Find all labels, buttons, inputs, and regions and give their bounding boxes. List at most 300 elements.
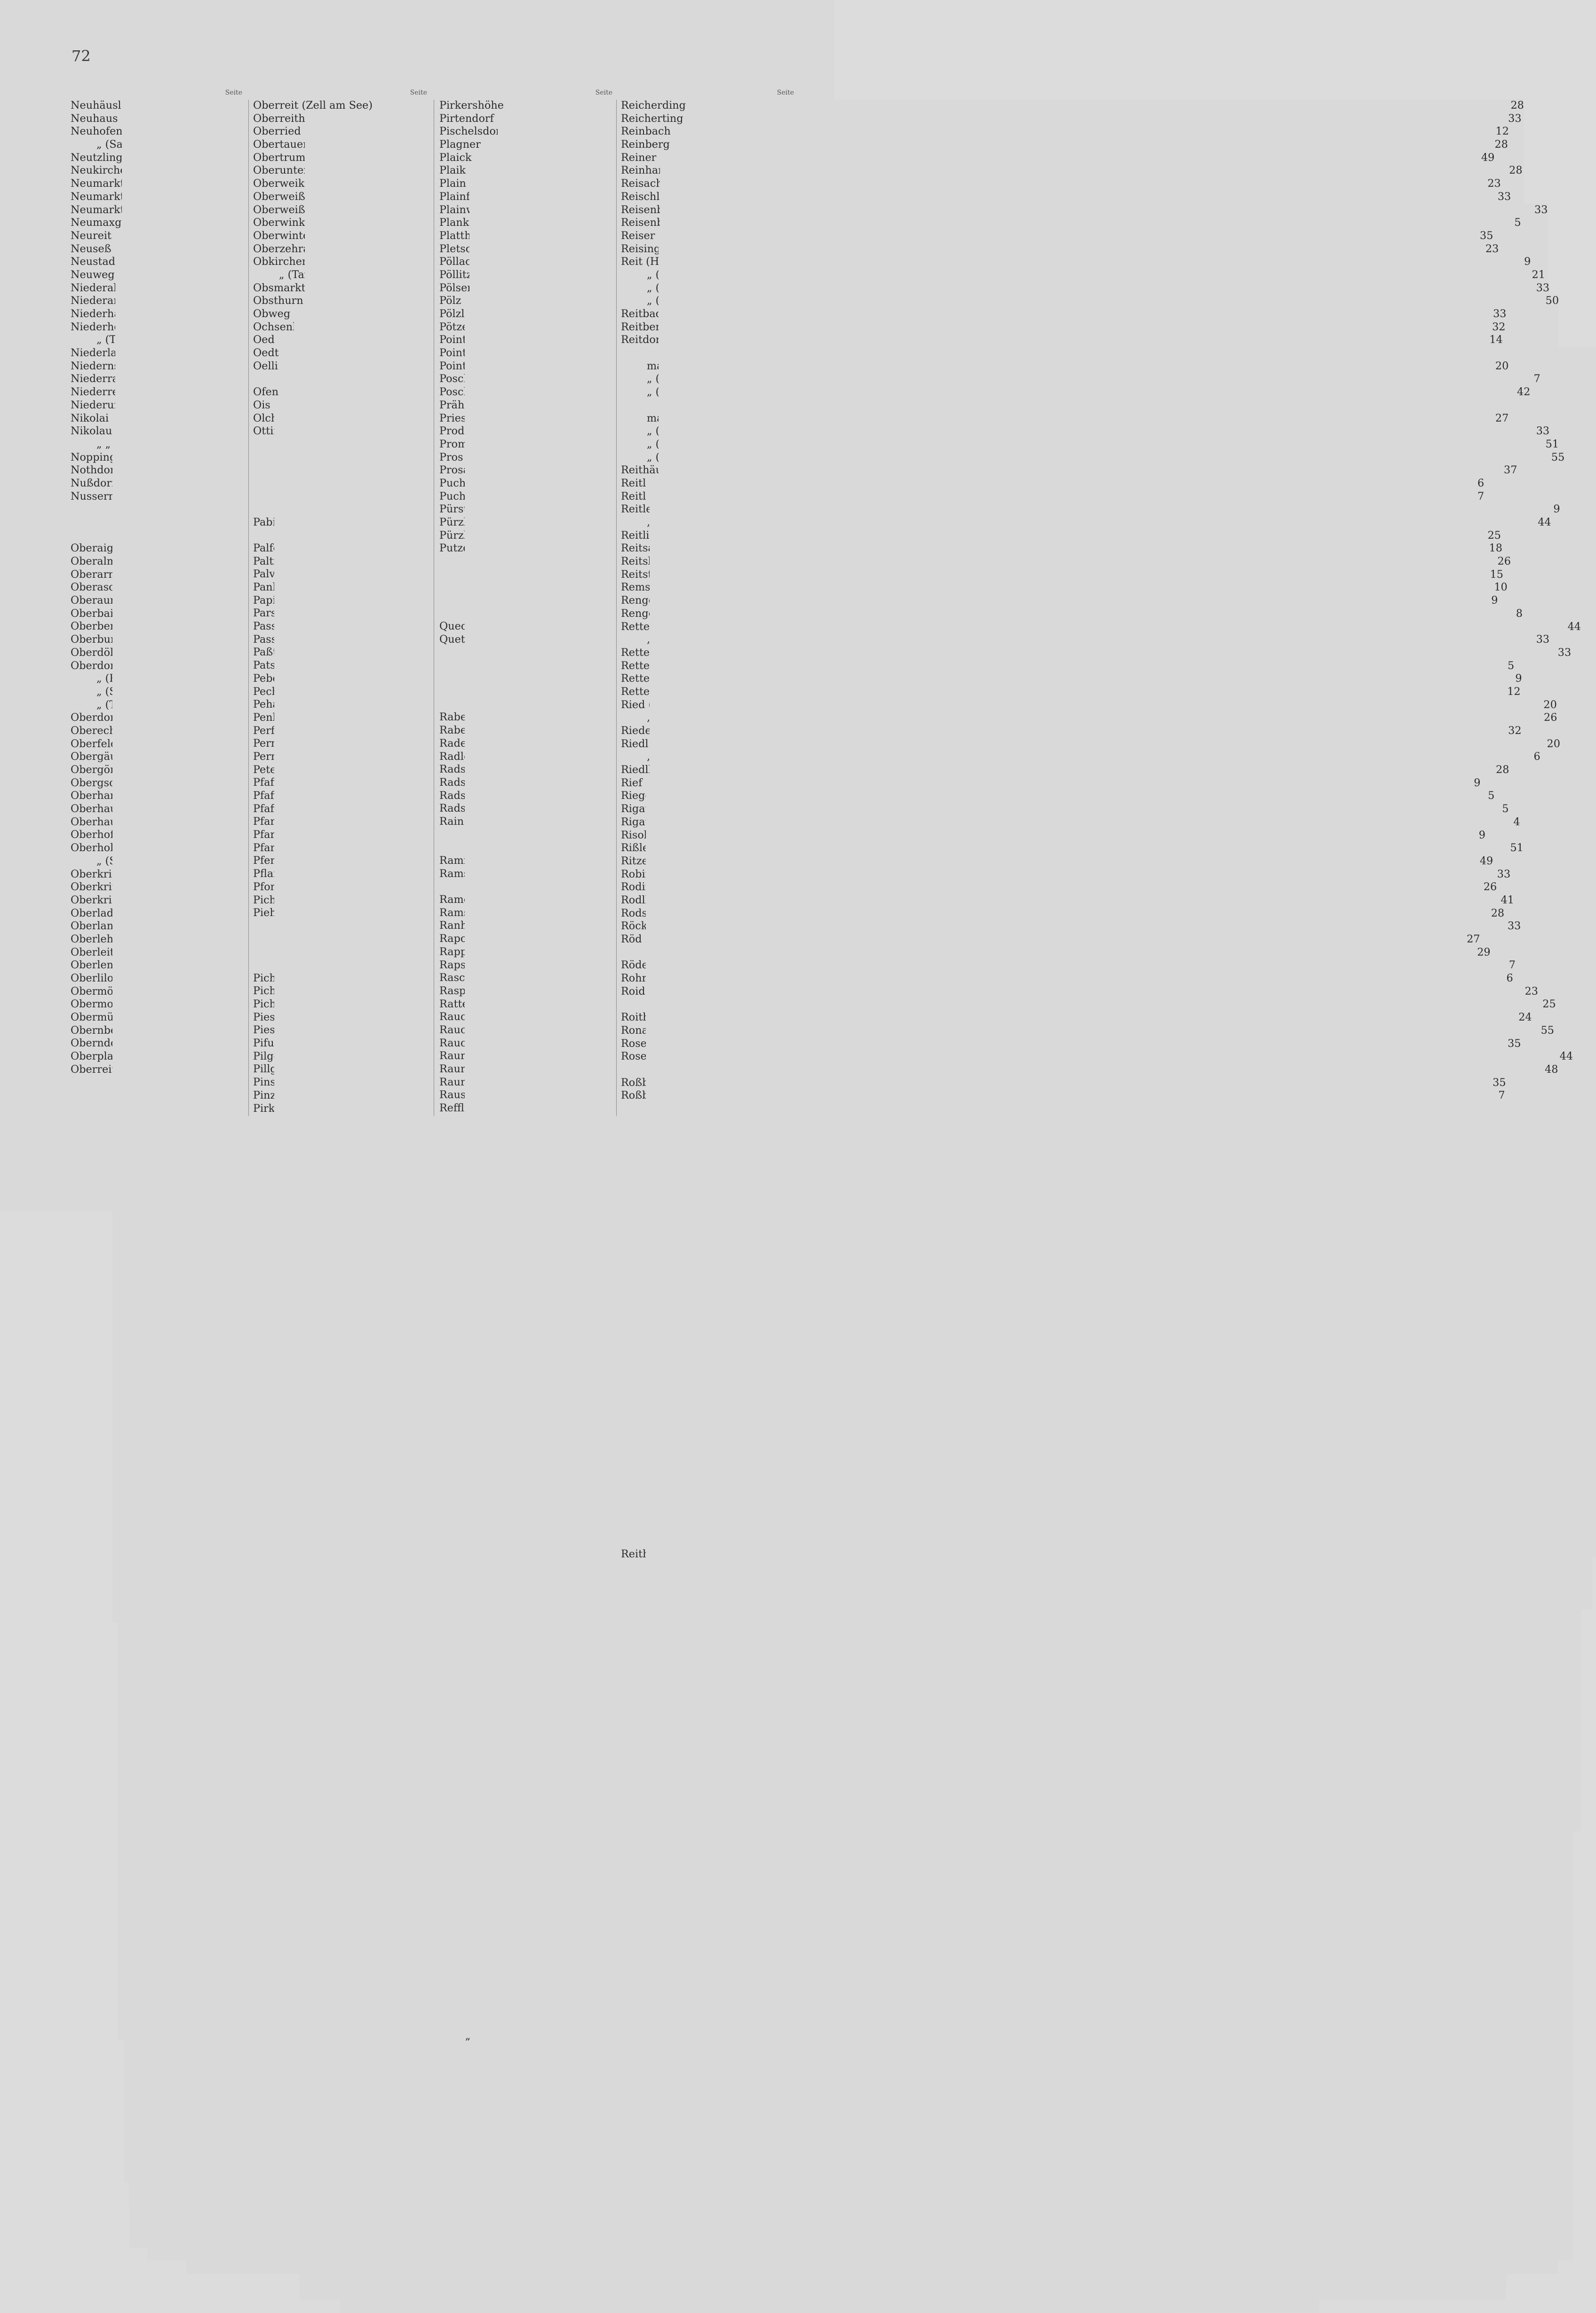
index-entry — [621, 477, 1485, 490]
index-entry — [253, 282, 427, 295]
place-name: Plainweg — [439, 203, 488, 216]
place-name: Neukirchen — [71, 164, 133, 177]
place-name: Roid — [621, 985, 645, 997]
place-name: Plain — [439, 177, 466, 190]
page-ref: 23 — [704, 985, 1538, 2196]
place-name: Otting — [253, 425, 287, 438]
place-name: Oberwinkl — [253, 216, 309, 229]
place-name: Oberhof — [71, 829, 114, 841]
index-entry — [71, 282, 242, 295]
page-ref: 33 — [715, 425, 1549, 1635]
page-ref: 7 — [706, 373, 1540, 1583]
place-name: Pölz — [439, 295, 461, 307]
page-ref: 28 — [690, 99, 1524, 1310]
index-entry — [621, 659, 1515, 673]
index-entry — [71, 738, 242, 751]
page-ref: 26 — [723, 711, 1557, 1922]
place-name: Reitsberg — [621, 555, 673, 568]
index-entry — [621, 933, 1480, 946]
place-name: Obertauern — [253, 138, 315, 151]
index-entry — [71, 998, 242, 1011]
place-name: Oberkrimml — [71, 881, 135, 893]
page-ref: 51 — [689, 842, 1524, 2052]
index-entry — [71, 607, 242, 621]
place-name: Raschl — [439, 972, 476, 984]
index-entry — [439, 152, 612, 165]
place-name: Reising — [621, 242, 661, 255]
page-ref: 55 — [720, 1024, 1554, 2235]
place-name: Oberkrispl — [71, 893, 127, 906]
place-name: Rauris — [439, 1050, 475, 1062]
page-ref: 10 — [673, 581, 1508, 1792]
place-name: Reith — [621, 1548, 650, 1561]
place-name: Pletschau — [439, 242, 492, 255]
index-entry — [253, 321, 427, 334]
place-name: Ramoos — [439, 893, 482, 906]
place-name: Reitsteg — [621, 568, 665, 581]
place-name: Radstadt — [439, 763, 487, 776]
place-name: Niederalm — [71, 281, 127, 294]
place-name: Oberharbach — [71, 790, 141, 802]
place-name: Reitlehen — [621, 503, 672, 516]
index-entry — [439, 125, 612, 138]
place-name: Oberlilon — [71, 972, 120, 984]
index-entry — [253, 216, 427, 230]
column-header: Seite — [777, 89, 794, 96]
place-name: Picheln — [253, 893, 293, 906]
place-name: Ronach — [621, 1024, 661, 1037]
page-ref: 27 — [674, 412, 1509, 1623]
index-entry — [621, 725, 1522, 738]
index-entry — [71, 269, 242, 282]
index-entry — [621, 386, 1531, 399]
index-entry — [71, 933, 242, 946]
place-name: „ — [465, 2029, 471, 2042]
column-divider — [616, 100, 617, 1116]
index-entry — [71, 255, 242, 269]
index-entry — [621, 672, 1522, 686]
place-name: Neuseß — [71, 242, 111, 255]
place-name: Oberarnsdorf — [71, 568, 143, 581]
page-ref: 51 — [724, 438, 1559, 1649]
place-name: Obsthurn — [253, 295, 303, 307]
page-ref: 20 — [723, 699, 1557, 1909]
index-entry — [71, 790, 242, 803]
page-ref: 50 — [724, 295, 1559, 1505]
index-entry — [439, 191, 612, 204]
place-name: Obermühlbach — [71, 1011, 150, 1024]
index-entry — [253, 138, 427, 152]
index-entry — [71, 946, 242, 959]
place-name: Raps — [439, 958, 466, 971]
index-column-4 — [621, 86, 1581, 1561]
place-name: Reinharting — [621, 164, 684, 177]
place-name: Oberweißbach — [253, 190, 331, 203]
page-ref: 12 — [675, 125, 1509, 1336]
index-entry — [71, 750, 242, 764]
place-name: Palfen — [253, 542, 286, 554]
index-entry — [71, 1037, 242, 1050]
index-entry — [439, 295, 612, 308]
place-name: Reitsam — [621, 542, 664, 555]
index-entry — [621, 594, 1498, 607]
place-name: Ramsau — [439, 867, 482, 880]
index-entry — [621, 542, 1502, 555]
place-name: Obsmarkt — [253, 281, 306, 294]
page-ref: 26 — [662, 881, 1497, 2091]
place-name: Obermödlham — [71, 985, 147, 997]
place-name: Neutzling — [71, 151, 123, 164]
place-name: Renger — [621, 594, 660, 607]
place-name: Rapolten — [439, 933, 487, 945]
index-entry — [253, 334, 427, 347]
place-name: Ranholz — [439, 919, 483, 932]
place-name: Oberbairdorf — [71, 607, 141, 620]
page-ref: 28 — [670, 907, 1504, 2118]
place-name: „ „ — [96, 438, 111, 450]
page-ref: 25 — [667, 529, 1501, 1740]
page-ref: 44 — [746, 621, 1581, 1831]
page-ref: 7 — [650, 490, 1484, 1701]
index-entry — [621, 99, 1524, 112]
place-name: Plainfeld — [439, 190, 486, 203]
page-ref: 18 — [668, 542, 1502, 1753]
page-ref: 49 — [660, 152, 1494, 1362]
place-name: Plaik — [439, 164, 466, 177]
place-name: „ — [647, 268, 652, 281]
index-entry — [253, 230, 427, 243]
place-name: Obweg — [253, 308, 291, 320]
page-ref: 33 — [687, 112, 1522, 1323]
index-entry — [71, 490, 242, 503]
place-name: Reicherding — [621, 99, 686, 112]
page-number: 72 — [71, 47, 91, 65]
page-ref: 44 — [738, 1050, 1573, 2261]
place-name: Neumarkt Land ◫ — [71, 190, 168, 203]
place-name: Pointing — [439, 359, 484, 372]
index-entry — [621, 359, 1509, 373]
index-entry — [439, 243, 612, 256]
place-name: Oberuntersberg — [253, 164, 339, 177]
column-header: Seite — [410, 89, 427, 96]
place-name: Piesing — [253, 1024, 292, 1037]
place-name: Oberdorf — [71, 659, 119, 672]
place-name: „ — [96, 685, 102, 698]
place-name: Reithäuser — [621, 464, 679, 477]
index-entry — [621, 308, 1507, 321]
index-entry — [439, 230, 612, 243]
index-entry — [253, 112, 427, 126]
place-name: Obkirchen — [253, 255, 309, 268]
index-entry — [71, 1011, 242, 1024]
place-name: Pichler — [253, 972, 291, 984]
place-name: Roßbach — [621, 1076, 668, 1089]
index-entry — [71, 646, 242, 660]
place-name: Oberholz — [71, 842, 119, 854]
index-entry — [71, 177, 242, 191]
place-name: Perfall — [253, 724, 288, 737]
index-entry — [621, 138, 1508, 152]
page-ref: 42 — [696, 386, 1530, 1596]
page-ref: 28 — [675, 764, 1509, 1974]
index-entry — [71, 907, 242, 920]
index-entry — [71, 959, 242, 972]
index-entry — [253, 204, 427, 217]
place-name: Pabing — [253, 516, 290, 528]
place-name: Ofenau — [253, 386, 292, 399]
place-name: Oberreit — [71, 1063, 116, 1076]
index-entry — [621, 568, 1503, 582]
index-entry — [621, 164, 1523, 177]
place-name: Oberdöllhof — [71, 646, 134, 659]
place-name: Radstadt — [439, 789, 487, 802]
place-name: Reinbach — [621, 125, 671, 138]
place-name: Niederland — [71, 347, 131, 359]
index-entry — [71, 164, 242, 177]
index-entry — [71, 295, 242, 308]
place-name: Rauris — [439, 1076, 475, 1088]
place-name: Oberlend — [71, 959, 120, 972]
place-name: Obergäu — [71, 750, 117, 763]
place-name: Reitling — [621, 529, 663, 542]
place-name: Niederhof — [71, 320, 124, 333]
place-name: Niederreit — [71, 386, 126, 399]
place-name: Prosau — [439, 464, 476, 477]
place-name: Proding — [439, 425, 482, 438]
index-entry — [253, 399, 427, 412]
page-ref: 28 — [674, 138, 1508, 1349]
column-header: Seite — [595, 89, 612, 96]
page-ref: 33 — [676, 868, 1510, 2079]
place-name: Pischelsdorf — [439, 125, 505, 138]
place-name: Pirtendorf — [439, 112, 494, 125]
place-name: Neumarkt — [71, 203, 125, 216]
place-name: Plankenau — [439, 216, 495, 229]
place-name: Neumarkt — [71, 177, 125, 190]
place-name: Oberweikersbach — [253, 177, 347, 190]
place-name: Oberhaus — [71, 803, 122, 815]
index-entry — [71, 972, 242, 985]
index-column-2 — [253, 86, 427, 1115]
place-name: Oed — [253, 334, 275, 346]
place-name: Pirkershöhe — [439, 99, 504, 112]
place-name: Ritzen — [621, 854, 655, 867]
page-ref: 7 — [671, 1089, 1505, 2300]
index-entry — [71, 373, 242, 386]
page-ref: 5 — [660, 790, 1494, 2000]
place-name: Niedernsill — [71, 359, 130, 372]
page-ref: 33 — [713, 204, 1548, 1414]
place-name: Priest — [439, 412, 471, 424]
page-ref: 32 — [687, 725, 1522, 1935]
index-entry — [71, 542, 242, 555]
place-name: Oelling — [253, 359, 292, 372]
place-name: Passau — [253, 620, 290, 633]
page-ref: 9 — [651, 829, 1485, 2040]
place-name: Penk — [253, 711, 279, 724]
place-name: Reicherting — [621, 112, 683, 125]
index-entry — [253, 125, 427, 138]
place-name: Roßberg — [621, 1089, 667, 1102]
place-name: Risol — [621, 829, 647, 841]
place-name: Plagner — [439, 138, 481, 151]
place-name: Pointen — [439, 347, 480, 359]
index-entry — [71, 568, 242, 582]
page-ref: 23 — [667, 177, 1501, 1388]
place-name: Reitdorf — [621, 334, 665, 346]
page-ref: 29 — [656, 946, 1491, 2157]
column-header: Seite — [225, 89, 242, 96]
index-entry — [621, 412, 1509, 425]
place-name: Roding — [621, 881, 659, 893]
place-name: Oberweißburg — [253, 203, 331, 216]
place-name: Oberzehrau — [253, 242, 317, 255]
page-ref: 33 — [715, 633, 1549, 1844]
index-entry — [621, 190, 1511, 204]
place-name: „ — [647, 438, 652, 450]
page-ref: 41 — [680, 894, 1514, 2105]
place-name: Platthub — [439, 229, 485, 242]
index-column-3 — [439, 86, 612, 2042]
page-ref: 33 — [686, 920, 1521, 2130]
page-ref: 9 — [663, 594, 1498, 1805]
index-entry — [71, 230, 242, 243]
index-entry — [621, 242, 1499, 256]
index-entry — [71, 594, 242, 607]
place-name: Oberhauser — [71, 815, 134, 828]
place-name: Obernberg — [71, 1024, 129, 1037]
place-name: Pöllach — [439, 255, 478, 268]
index-entry — [71, 386, 242, 399]
index-entry — [71, 985, 242, 998]
index-entry — [253, 152, 427, 165]
index-entry — [71, 464, 242, 477]
place-name: Ried — [621, 698, 645, 711]
index-entry — [71, 112, 242, 126]
index-entry — [439, 138, 612, 152]
page-ref: 49 — [659, 855, 1493, 2066]
place-name: Oberried — [253, 125, 301, 138]
index-entry — [439, 255, 612, 269]
place-name: Rief — [621, 776, 643, 789]
place-name: Niederarnsdorf — [71, 295, 153, 307]
index-entry — [439, 269, 612, 282]
page-ref: 15 — [669, 568, 1503, 1779]
index-entry — [621, 125, 1509, 138]
place-name: Röd — [621, 933, 642, 945]
index-column-1 — [71, 86, 242, 1077]
page-ref: 35 — [659, 230, 1493, 1440]
index-entry — [253, 99, 427, 112]
index-entry — [621, 555, 1511, 568]
index-entry — [439, 282, 612, 295]
page-ref: 24 — [698, 1011, 1532, 2222]
index-entry — [621, 490, 1485, 503]
place-name: Neustadt — [71, 255, 119, 268]
index-entry — [71, 829, 242, 842]
place-name: Oberwinterstall — [253, 229, 337, 242]
page-ref: 7 — [681, 959, 1516, 2169]
place-name: Putzen — [439, 542, 476, 555]
place-name: Reiser — [621, 229, 655, 242]
place-name: „ — [96, 698, 102, 711]
place-name: Nothdorf — [71, 464, 119, 477]
page-ref: 9 — [696, 255, 1531, 1466]
index-entry — [621, 464, 1517, 477]
place-name: Oberdornau — [71, 711, 135, 724]
index-entry — [253, 243, 427, 256]
place-name: „ — [647, 386, 652, 399]
page-ref: 4 — [686, 816, 1520, 2026]
index-entry — [253, 308, 427, 321]
place-name: Neuhaus — [71, 112, 118, 125]
place-name: „ — [96, 334, 102, 346]
index-entry — [621, 216, 1521, 230]
place-name: „ — [647, 373, 652, 385]
index-entry — [253, 295, 427, 308]
page-ref: 37 — [683, 464, 1517, 1675]
index-entry — [621, 320, 1506, 334]
page-ref: 6 — [650, 477, 1484, 1688]
place-name: Pifus — [253, 1037, 280, 1050]
place-name: Riedlkam — [621, 764, 671, 776]
page-ref: 33 — [715, 282, 1549, 1492]
place-name: Neuhäusl — [71, 99, 121, 112]
place-name: Nikolaus, — [71, 425, 121, 438]
place-name: Rieger — [621, 790, 657, 802]
place-name: Oberasch — [71, 581, 121, 594]
place-name: Oberaumühle — [71, 594, 143, 607]
place-name: Oberalm — [71, 555, 117, 567]
place-name: Niederrain — [71, 373, 129, 385]
place-name: Riedl — [621, 737, 649, 750]
index-entry — [71, 894, 242, 907]
index-entry — [439, 177, 612, 191]
place-name: Ois — [253, 399, 270, 411]
index-entry — [621, 151, 1495, 165]
place-name: „ — [96, 854, 102, 867]
place-name: Radler — [439, 750, 475, 763]
place-name: „ — [96, 672, 102, 685]
index-entry — [71, 816, 242, 829]
place-name: Nikolai — [71, 412, 109, 424]
place-name: Puch — [439, 477, 466, 489]
page-ref: 27 — [646, 933, 1480, 2144]
place-name: Obereching — [71, 724, 133, 737]
index-entry — [621, 229, 1493, 243]
place-name: Reisach — [621, 177, 663, 190]
place-name: Pirka — [253, 1102, 281, 1115]
place-name: Reitberg — [621, 320, 667, 333]
place-name: Reffling — [439, 1102, 481, 1115]
page-ref: 9 — [688, 672, 1522, 1883]
place-name: Rain — [439, 815, 464, 828]
index-entry — [439, 204, 612, 217]
place-name: Neuhofen — [71, 125, 123, 138]
page-ref: 33 — [676, 191, 1511, 1401]
index-entry — [439, 112, 612, 126]
place-name: „ — [647, 451, 652, 463]
place-name: Oberaigen — [71, 542, 127, 555]
page-ref: 9 — [646, 777, 1480, 1987]
index-entry — [621, 177, 1501, 191]
place-name: „ — [647, 281, 652, 294]
page-ref: 33 — [672, 308, 1507, 1518]
place-name: Reitbach — [621, 308, 668, 320]
page-ref: 35 — [672, 1077, 1506, 2287]
page-ref: 8 — [688, 607, 1523, 1818]
page-ref: 25 — [722, 998, 1556, 2209]
